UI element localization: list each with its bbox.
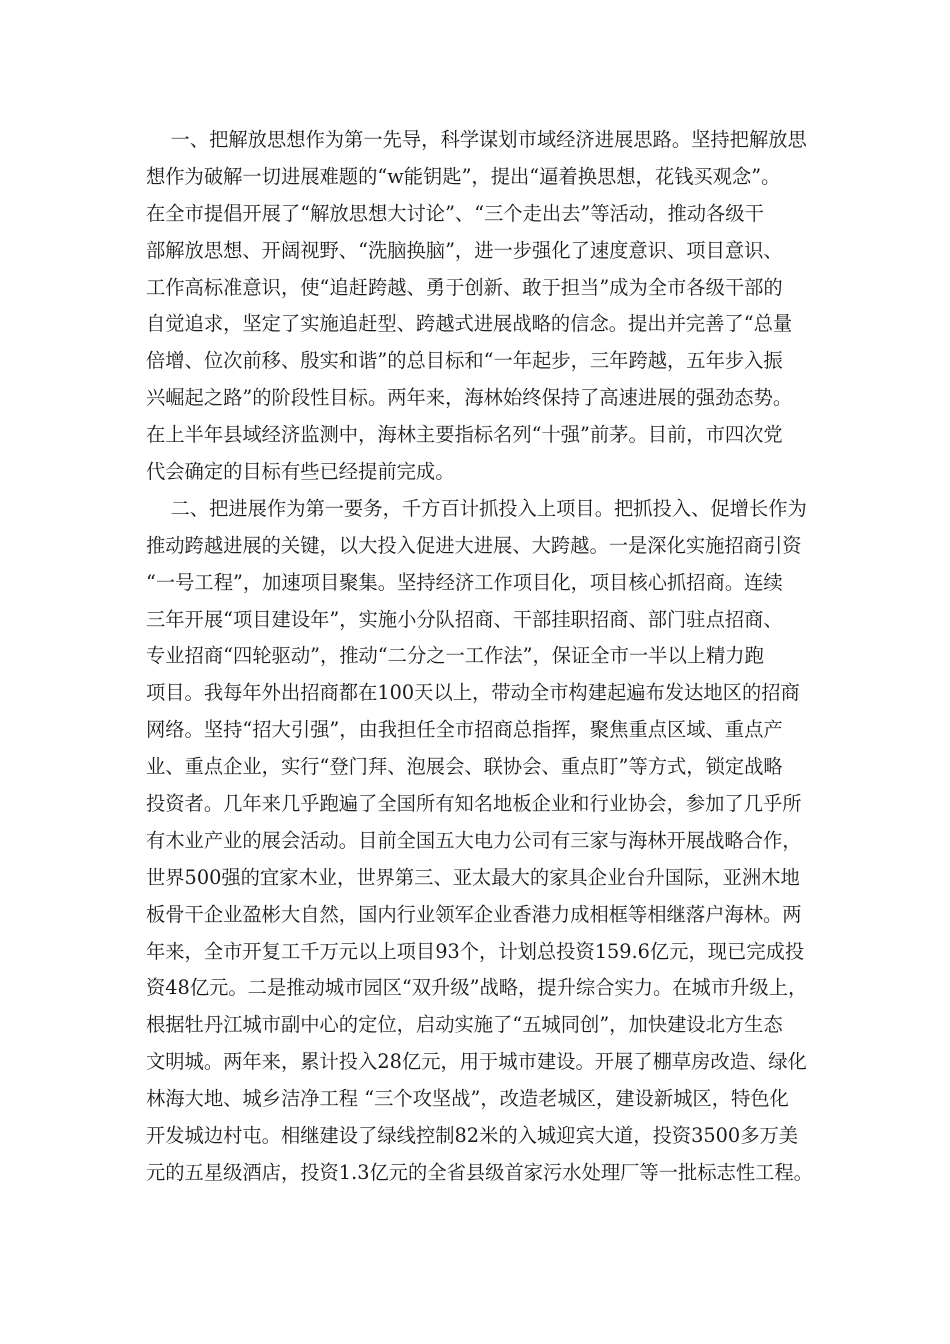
text-line: 倍增、位次前移、殷实和谐”的总目标和“一年起步，三年跨越，五年步入振 — [146, 349, 783, 373]
text-line: “一号工程”，加速项目聚集。坚持经济工作项目化，项目核心抓招商。连续 — [146, 570, 783, 594]
text-line: 板骨干企业盈彬大自然，国内行业领军企业香港力成相框等相继落户海林。两 — [146, 902, 802, 926]
text-line: 年来，全市开复工千万元以上项目93个，计划总投资159.6亿元，现已完成投 — [146, 939, 805, 963]
text-line: 林海大地、城乡洁净工程 “三个攻坚战”，改造老城区，建设新城区，特色化 — [146, 1087, 789, 1111]
paragraph-2 — [146, 491, 813, 1192]
text-line: 一、把解放思想作为第一先导，科学谋划市域经济进展思路。坚持把解放思 — [146, 128, 807, 151]
text-line: 三年开展“项目建设年”，实施小分队招商、干部挂职招商、部门驻点招商、 — [146, 607, 783, 631]
text-line: 投资者。几年来几乎跑遍了全国所有知名地板企业和行业协会，参加了几乎所 — [146, 792, 802, 816]
paragraph-1 — [146, 122, 806, 491]
text-line: 项目。我每年外出招商都在100天以上，带动全市构建起遍布发达地区的招商 — [146, 681, 800, 705]
text-line: 代会确定的目标有些已经提前完成。 — [146, 460, 455, 484]
text-line: 在全市提倡开展了“解放思想大讨论”、“三个走出去”等活动，推动各级干 — [146, 201, 764, 225]
text-line: 业、重点企业，实行“登门拜、泡展会、联协会、重点盯”等方式，锁定战略 — [146, 755, 783, 779]
text-line: 推动跨越进展的关键，以大投入促进大进展、大跨越。一是深化实施招商引资 — [146, 533, 802, 557]
text-line: 兴崛起之路”的阶段性目标。两年来，海林始终保持了高速进展的强劲态势。 — [146, 386, 793, 410]
text-line: 开发城边村屯。相继建设了绿线控制82米的入城迎宾大道，投资3500多万美 — [146, 1124, 799, 1148]
text-line: 在上半年县域经济监测中，海林主要指标名列“十强”前茅。目前，市四次党 — [146, 423, 783, 447]
text-line: 网络。坚持“招大引强”，由我担任全市招商总指挥，聚焦重点区域、重点产 — [146, 718, 783, 742]
text-line: 根据牡丹江城市副中心的定位，启动实施了“五城同创”，加快建设北方生态 — [146, 1013, 783, 1037]
text-line: 世界500强的宜家木业，世界第三、亚太最大的家具企业台升国际，亚洲木地 — [146, 865, 800, 889]
document-body — [146, 122, 813, 1192]
text-line: 有木业产业的展会活动。目前全国五大电力公司有三家与海林开展战略合作， — [146, 828, 802, 852]
text-line: 二、把进展作为第一要务，千方百计抓投入上项目。把抓投入、促增长作为 — [146, 496, 807, 520]
text-line: 专业招商“四轮驱动”，推动“二分之一工作法”，保证全市一半以上精力跑 — [146, 644, 764, 668]
text-line: 资48亿元。二是推动城市园区“双升级”战略，提升综合实力。在城市升级上， — [146, 976, 808, 1000]
text-line: 自觉追求，坚定了实施追赶型、跨越式进展战略的信念。提出并完善了“总量 — [146, 312, 793, 336]
text-line: 工作高标准意识，使“追赶跨越、勇于创新、敢于担当”成为全市各级干部的 — [146, 275, 783, 299]
text-line: 想作为破解一切进展难题的“w能钥匙”，提出“逼着换思想，花钱买观念”。 — [146, 164, 781, 188]
text-line: 文明城。两年来，累计投入28亿元，用于城市建设。开展了棚草房改造、绿化 — [146, 1050, 807, 1074]
text-line: 元的五星级酒店，投资1.3亿元的全省县级首家污水处理厂等一批标志性工程。 — [146, 1160, 813, 1184]
text-line: 部解放思想、开阔视野、“洗脑换脑”，进一步强化了速度意识、项目意识、 — [146, 238, 783, 262]
